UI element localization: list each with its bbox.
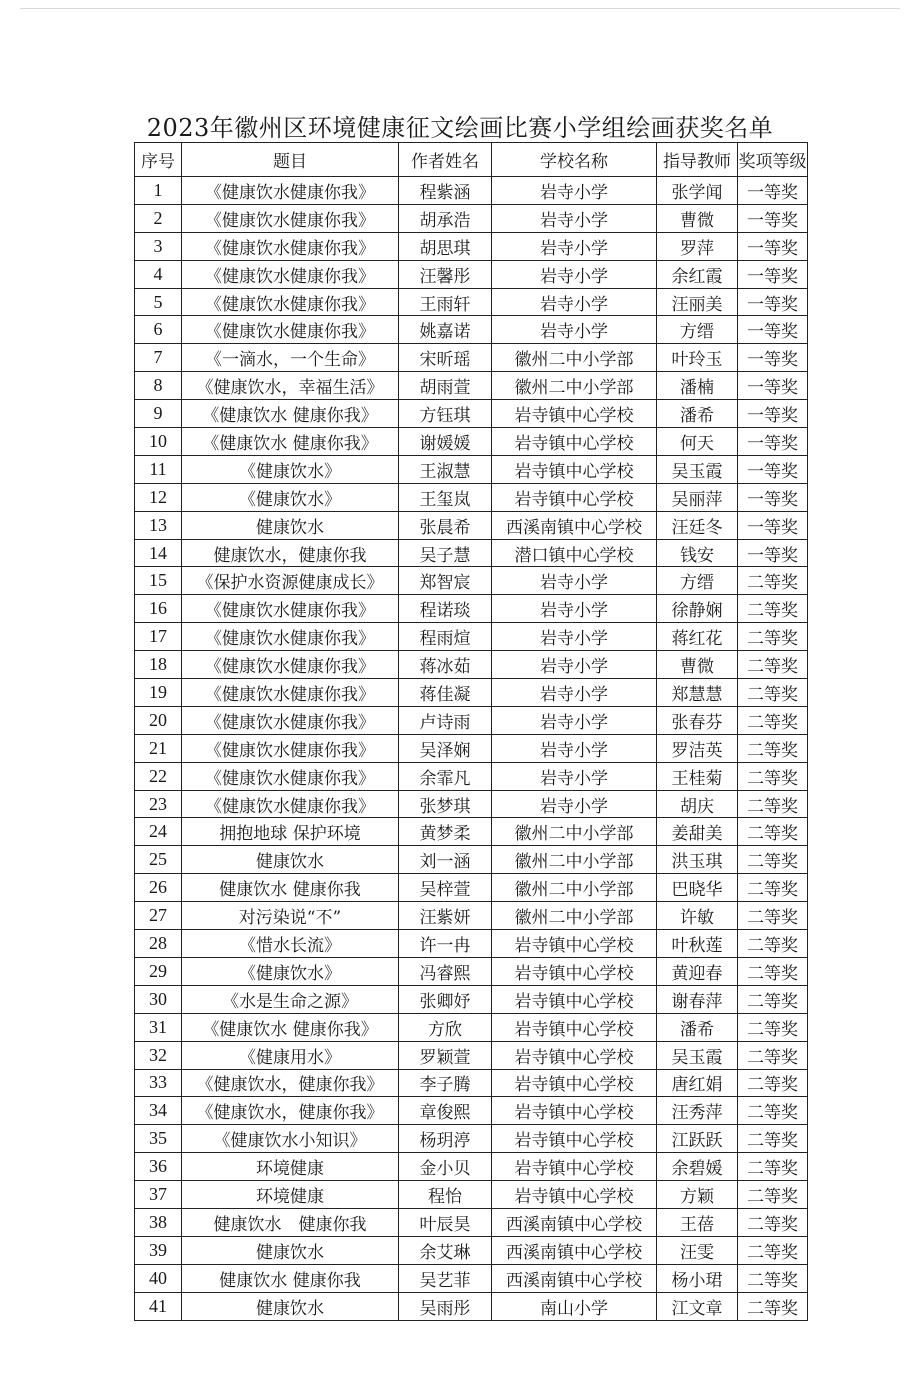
cell-award: 二等奖 (738, 1153, 808, 1181)
cell-school: 岩寺镇中心学校 (492, 957, 657, 985)
table-row (135, 818, 808, 846)
cell-author: 程雨煊 (399, 623, 492, 651)
cell-index: 7 (135, 344, 182, 372)
cell-school: 岩寺镇中心学校 (492, 985, 657, 1013)
cell-index: 28 (135, 930, 182, 958)
cell-title: 健康饮水 (182, 1292, 399, 1320)
cell-index: 18 (135, 651, 182, 679)
cell-title: 《健康饮水健康你我》 (182, 288, 399, 316)
cell-teacher: 洪玉琪 (657, 846, 738, 874)
cell-school: 岩寺小学 (492, 232, 657, 260)
cell-school: 岩寺镇中心学校 (492, 1153, 657, 1181)
cell-award: 二等奖 (738, 1292, 808, 1320)
table-row (135, 1097, 808, 1125)
cell-index: 10 (135, 428, 182, 456)
cell-index: 11 (135, 455, 182, 483)
cell-school: 岩寺小学 (492, 316, 657, 344)
cell-school: 徽州二中小学部 (492, 818, 657, 846)
cell-index: 14 (135, 539, 182, 567)
cell-index: 17 (135, 623, 182, 651)
header-author: 作者姓名 (399, 143, 492, 177)
cell-title: 《健康饮水健康你我》 (182, 595, 399, 623)
cell-award: 一等奖 (738, 511, 808, 539)
cell-school: 徽州二中小学部 (492, 846, 657, 874)
cell-index: 20 (135, 706, 182, 734)
cell-author: 汪紫妍 (399, 902, 492, 930)
cell-author: 卢诗雨 (399, 706, 492, 734)
cell-title: 《健康饮水健康你我》 (182, 260, 399, 288)
header-index: 序号 (135, 143, 182, 177)
cell-author: 黄梦柔 (399, 818, 492, 846)
cell-index: 36 (135, 1153, 182, 1181)
cell-title: 拥抱地球 保护环境 (182, 818, 399, 846)
header-school: 学校名称 (492, 143, 657, 177)
table-row (135, 706, 808, 734)
cell-school: 西溪南镇中心学校 (492, 511, 657, 539)
cell-title: 《健康用水》 (182, 1041, 399, 1069)
cell-teacher: 王蓓 (657, 1208, 738, 1236)
cell-title: 《健康饮水健康你我》 (182, 316, 399, 344)
cell-teacher: 谢春萍 (657, 985, 738, 1013)
cell-title: 《健康饮水，健康你我》 (182, 1069, 399, 1097)
table-row (135, 1208, 808, 1236)
cell-index: 9 (135, 400, 182, 428)
table-row (135, 483, 808, 511)
cell-author: 许一冉 (399, 930, 492, 958)
table-row (135, 930, 808, 958)
cell-index: 12 (135, 483, 182, 511)
cell-award: 二等奖 (738, 790, 808, 818)
cell-school: 岩寺镇中心学校 (492, 483, 657, 511)
cell-award: 二等奖 (738, 1208, 808, 1236)
table-row (135, 985, 808, 1013)
cell-school: 岩寺小学 (492, 651, 657, 679)
cell-author: 方欣 (399, 1013, 492, 1041)
cell-author: 叶辰昊 (399, 1208, 492, 1236)
cell-school: 岩寺镇中心学校 (492, 428, 657, 456)
cell-index: 8 (135, 372, 182, 400)
cell-author: 程紫涵 (399, 177, 492, 205)
cell-award: 二等奖 (738, 651, 808, 679)
cell-author: 姚嘉诺 (399, 316, 492, 344)
cell-award: 二等奖 (738, 930, 808, 958)
cell-school: 岩寺小学 (492, 288, 657, 316)
table-row (135, 734, 808, 762)
cell-school: 西溪南镇中心学校 (492, 1236, 657, 1264)
cell-school: 徽州二中小学部 (492, 902, 657, 930)
cell-author: 杨玥渟 (399, 1125, 492, 1153)
cell-school: 岩寺小学 (492, 679, 657, 707)
cell-teacher: 郑慧慧 (657, 679, 738, 707)
cell-author: 胡雨萱 (399, 372, 492, 400)
cell-index: 31 (135, 1013, 182, 1041)
table-row (135, 957, 808, 985)
cell-award: 二等奖 (738, 1125, 808, 1153)
cell-index: 24 (135, 818, 182, 846)
cell-title: 健康饮水 健康你我 (182, 1264, 399, 1292)
cell-title: 《健康饮水健康你我》 (182, 204, 399, 232)
cell-index: 25 (135, 846, 182, 874)
header-award: 奖项等级 (738, 143, 808, 177)
cell-index: 23 (135, 790, 182, 818)
cell-teacher: 吴玉霞 (657, 455, 738, 483)
cell-teacher: 黄迎春 (657, 957, 738, 985)
cell-teacher: 蒋红花 (657, 623, 738, 651)
cell-author: 王淑慧 (399, 455, 492, 483)
cell-school: 岩寺小学 (492, 177, 657, 205)
cell-title: 健康饮水 (182, 1236, 399, 1264)
cell-title: 《健康饮水健康你我》 (182, 790, 399, 818)
cell-author: 胡承浩 (399, 204, 492, 232)
table-row (135, 1069, 808, 1097)
cell-index: 35 (135, 1125, 182, 1153)
table-row (135, 511, 808, 539)
table-row (135, 400, 808, 428)
cell-title: 《一滴水，一个生命》 (182, 344, 399, 372)
cell-author: 吴梓萱 (399, 874, 492, 902)
cell-school: 岩寺小学 (492, 706, 657, 734)
cell-title: 《健康饮水》 (182, 483, 399, 511)
cell-school: 岩寺小学 (492, 567, 657, 595)
cell-index: 34 (135, 1097, 182, 1125)
cell-teacher: 罗萍 (657, 232, 738, 260)
cell-award: 二等奖 (738, 846, 808, 874)
cell-award: 二等奖 (738, 1013, 808, 1041)
cell-author: 汪馨彤 (399, 260, 492, 288)
cell-author: 吴艺菲 (399, 1264, 492, 1292)
cell-author: 金小贝 (399, 1153, 492, 1181)
cell-award: 一等奖 (738, 483, 808, 511)
cell-award: 一等奖 (738, 400, 808, 428)
cell-award: 二等奖 (738, 734, 808, 762)
table-row (135, 539, 808, 567)
cell-school: 岩寺小学 (492, 623, 657, 651)
cell-index: 3 (135, 232, 182, 260)
cell-teacher: 江跃跃 (657, 1125, 738, 1153)
table-row (135, 902, 808, 930)
cell-index: 4 (135, 260, 182, 288)
cell-title: 环境健康 (182, 1181, 399, 1209)
cell-award: 一等奖 (738, 260, 808, 288)
cell-award: 一等奖 (738, 539, 808, 567)
cell-title: 《健康饮水健康你我》 (182, 706, 399, 734)
cell-author: 宋昕瑶 (399, 344, 492, 372)
cell-index: 2 (135, 204, 182, 232)
cell-teacher: 曹微 (657, 651, 738, 679)
cell-title: 《健康饮水 健康你我》 (182, 400, 399, 428)
cell-school: 岩寺小学 (492, 595, 657, 623)
cell-title: 《健康饮水，幸福生活》 (182, 372, 399, 400)
cell-school: 岩寺镇中心学校 (492, 1181, 657, 1209)
cell-school: 徽州二中小学部 (492, 344, 657, 372)
cell-award: 二等奖 (738, 1236, 808, 1264)
cell-award: 二等奖 (738, 874, 808, 902)
table-row (135, 372, 808, 400)
cell-award: 二等奖 (738, 1181, 808, 1209)
table-row (135, 1181, 808, 1209)
cell-title: 环境健康 (182, 1153, 399, 1181)
cell-author: 谢媛媛 (399, 428, 492, 456)
cell-index: 5 (135, 288, 182, 316)
cell-author: 程怡 (399, 1181, 492, 1209)
cell-school: 南山小学 (492, 1292, 657, 1320)
table-row (135, 1013, 808, 1041)
cell-index: 41 (135, 1292, 182, 1320)
cell-award: 二等奖 (738, 623, 808, 651)
cell-award: 一等奖 (738, 344, 808, 372)
cell-title: 健康饮水 (182, 846, 399, 874)
cell-author: 吴子慧 (399, 539, 492, 567)
cell-school: 岩寺小学 (492, 260, 657, 288)
cell-school: 岩寺小学 (492, 762, 657, 790)
cell-teacher: 汪廷冬 (657, 511, 738, 539)
cell-award: 一等奖 (738, 372, 808, 400)
cell-award: 一等奖 (738, 288, 808, 316)
cell-index: 16 (135, 595, 182, 623)
cell-index: 19 (135, 679, 182, 707)
cell-teacher: 潘楠 (657, 372, 738, 400)
cell-title: 健康饮水 健康你我 (182, 1208, 399, 1236)
cell-title: 《健康饮水健康你我》 (182, 734, 399, 762)
cell-index: 27 (135, 902, 182, 930)
cell-teacher: 方缙 (657, 316, 738, 344)
cell-teacher: 胡庆 (657, 790, 738, 818)
cell-school: 徽州二中小学部 (492, 874, 657, 902)
cell-author: 王玺岚 (399, 483, 492, 511)
cell-school: 岩寺镇中心学校 (492, 930, 657, 958)
cell-award: 一等奖 (738, 177, 808, 205)
cell-author: 张晨希 (399, 511, 492, 539)
cell-teacher: 巴晓华 (657, 874, 738, 902)
cell-award: 一等奖 (738, 204, 808, 232)
cell-index: 33 (135, 1069, 182, 1097)
cell-title: 《水是生命之源》 (182, 985, 399, 1013)
cell-author: 郑智宸 (399, 567, 492, 595)
cell-teacher: 罗洁英 (657, 734, 738, 762)
cell-title: 《健康饮水健康你我》 (182, 762, 399, 790)
cell-index: 37 (135, 1181, 182, 1209)
cell-author: 李子腾 (399, 1069, 492, 1097)
cell-title: 《健康饮水健康你我》 (182, 679, 399, 707)
table-row (135, 344, 808, 372)
table-row (135, 1125, 808, 1153)
cell-teacher: 王桂菊 (657, 762, 738, 790)
cell-author: 胡思琪 (399, 232, 492, 260)
table-row (135, 651, 808, 679)
cell-teacher: 汪雯 (657, 1236, 738, 1264)
table-row (135, 177, 808, 205)
table-row (135, 232, 808, 260)
cell-index: 32 (135, 1041, 182, 1069)
cell-award: 二等奖 (738, 1041, 808, 1069)
cell-author: 章俊熙 (399, 1097, 492, 1125)
cell-award: 二等奖 (738, 706, 808, 734)
cell-school: 岩寺镇中心学校 (492, 400, 657, 428)
table-row (135, 316, 808, 344)
cell-teacher: 江文章 (657, 1292, 738, 1320)
cell-award: 二等奖 (738, 818, 808, 846)
header-teacher: 指导教师 (657, 143, 738, 177)
cell-author: 冯睿熙 (399, 957, 492, 985)
cell-teacher: 钱安 (657, 539, 738, 567)
award-table (134, 142, 808, 1321)
cell-teacher: 姜甜美 (657, 818, 738, 846)
cell-teacher: 唐红娟 (657, 1069, 738, 1097)
cell-award: 一等奖 (738, 455, 808, 483)
cell-school: 潜口镇中心学校 (492, 539, 657, 567)
table-row (135, 790, 808, 818)
cell-school: 西溪南镇中心学校 (492, 1208, 657, 1236)
cell-award: 二等奖 (738, 1069, 808, 1097)
table-row (135, 762, 808, 790)
cell-title: 健康饮水 健康你我 (182, 874, 399, 902)
cell-author: 蒋冰茹 (399, 651, 492, 679)
cell-title: 《健康饮水健康你我》 (182, 651, 399, 679)
cell-teacher: 叶秋莲 (657, 930, 738, 958)
cell-award: 二等奖 (738, 1264, 808, 1292)
cell-author: 刘一涵 (399, 846, 492, 874)
cell-index: 15 (135, 567, 182, 595)
table-row (135, 1236, 808, 1264)
header-title: 题目 (182, 143, 399, 177)
table-row (135, 1264, 808, 1292)
cell-author: 程诺琰 (399, 595, 492, 623)
cell-title: 《健康饮水健康你我》 (182, 177, 399, 205)
cell-school: 岩寺镇中心学校 (492, 1041, 657, 1069)
table-row (135, 288, 808, 316)
cell-title: 《健康饮水健康你我》 (182, 623, 399, 651)
cell-title: 《保护水资源健康成长》 (182, 567, 399, 595)
cell-teacher: 吴丽萍 (657, 483, 738, 511)
cell-award: 一等奖 (738, 316, 808, 344)
cell-school: 徽州二中小学部 (492, 372, 657, 400)
cell-author: 余艾琳 (399, 1236, 492, 1264)
page-top-edge (20, 8, 900, 9)
cell-teacher: 叶玲玉 (657, 344, 738, 372)
table-row (135, 567, 808, 595)
cell-index: 26 (135, 874, 182, 902)
cell-school: 岩寺镇中心学校 (492, 1069, 657, 1097)
cell-school: 岩寺小学 (492, 734, 657, 762)
table-row (135, 679, 808, 707)
cell-author: 吴泽娴 (399, 734, 492, 762)
cell-index: 1 (135, 177, 182, 205)
cell-award: 二等奖 (738, 1097, 808, 1125)
cell-teacher: 潘希 (657, 400, 738, 428)
cell-author: 王雨轩 (399, 288, 492, 316)
cell-title: 《健康饮水》 (182, 957, 399, 985)
table-header-row (135, 143, 808, 177)
cell-teacher: 吴玉霞 (657, 1041, 738, 1069)
cell-title: 《惜水长流》 (182, 930, 399, 958)
cell-teacher: 许敏 (657, 902, 738, 930)
table-row (135, 260, 808, 288)
document-title: 2023年徽州区环境健康征文绘画比赛小学组绘画获奖名单 (146, 114, 774, 142)
table-row (135, 428, 808, 456)
cell-index: 22 (135, 762, 182, 790)
cell-author: 余霏凡 (399, 762, 492, 790)
cell-teacher: 汪秀萍 (657, 1097, 738, 1125)
cell-index: 13 (135, 511, 182, 539)
table-row (135, 1041, 808, 1069)
cell-index: 6 (135, 316, 182, 344)
cell-author: 张卿妤 (399, 985, 492, 1013)
cell-teacher: 方缙 (657, 567, 738, 595)
cell-title: 《健康饮水健康你我》 (182, 232, 399, 260)
cell-school: 西溪南镇中心学校 (492, 1264, 657, 1292)
cell-author: 方钰琪 (399, 400, 492, 428)
cell-teacher: 杨小珺 (657, 1264, 738, 1292)
cell-school: 岩寺小学 (492, 204, 657, 232)
cell-award: 二等奖 (738, 957, 808, 985)
cell-award: 二等奖 (738, 902, 808, 930)
cell-index: 38 (135, 1208, 182, 1236)
table-row (135, 1292, 808, 1320)
cell-award: 一等奖 (738, 428, 808, 456)
cell-teacher: 何天 (657, 428, 738, 456)
cell-teacher: 张春芬 (657, 706, 738, 734)
cell-title: 健康饮水 (182, 511, 399, 539)
cell-teacher: 余红霞 (657, 260, 738, 288)
cell-school: 岩寺镇中心学校 (492, 1125, 657, 1153)
cell-index: 40 (135, 1264, 182, 1292)
table-row (135, 1153, 808, 1181)
cell-title: 健康饮水，健康你我 (182, 539, 399, 567)
cell-index: 21 (135, 734, 182, 762)
table-row (135, 595, 808, 623)
cell-index: 30 (135, 985, 182, 1013)
cell-title: 《健康饮水小知识》 (182, 1125, 399, 1153)
cell-school: 岩寺镇中心学校 (492, 1013, 657, 1041)
cell-author: 罗颖萱 (399, 1041, 492, 1069)
cell-teacher: 余碧媛 (657, 1153, 738, 1181)
table-row (135, 846, 808, 874)
cell-school: 岩寺小学 (492, 790, 657, 818)
cell-award: 一等奖 (738, 232, 808, 260)
cell-teacher: 徐静娴 (657, 595, 738, 623)
cell-award: 二等奖 (738, 679, 808, 707)
cell-teacher: 方颖 (657, 1181, 738, 1209)
cell-award: 二等奖 (738, 595, 808, 623)
cell-school: 岩寺镇中心学校 (492, 1097, 657, 1125)
cell-teacher: 张学闻 (657, 177, 738, 205)
cell-title: 《健康饮水》 (182, 455, 399, 483)
table-row (135, 623, 808, 651)
cell-award: 二等奖 (738, 762, 808, 790)
cell-index: 39 (135, 1236, 182, 1264)
cell-author: 蒋佳凝 (399, 679, 492, 707)
cell-title: 对污染说“不” (182, 902, 399, 930)
cell-title: 《健康饮水 健康你我》 (182, 1013, 399, 1041)
cell-award: 二等奖 (738, 985, 808, 1013)
cell-title: 《健康饮水，健康你我》 (182, 1097, 399, 1125)
cell-title: 《健康饮水 健康你我》 (182, 428, 399, 456)
cell-index: 29 (135, 957, 182, 985)
cell-teacher: 汪丽美 (657, 288, 738, 316)
cell-teacher: 潘希 (657, 1013, 738, 1041)
cell-author: 吴雨彤 (399, 1292, 492, 1320)
table-row (135, 874, 808, 902)
cell-school: 岩寺镇中心学校 (492, 455, 657, 483)
cell-author: 张梦琪 (399, 790, 492, 818)
cell-award: 二等奖 (738, 567, 808, 595)
table-row (135, 204, 808, 232)
cell-teacher: 曹微 (657, 204, 738, 232)
table-row (135, 455, 808, 483)
